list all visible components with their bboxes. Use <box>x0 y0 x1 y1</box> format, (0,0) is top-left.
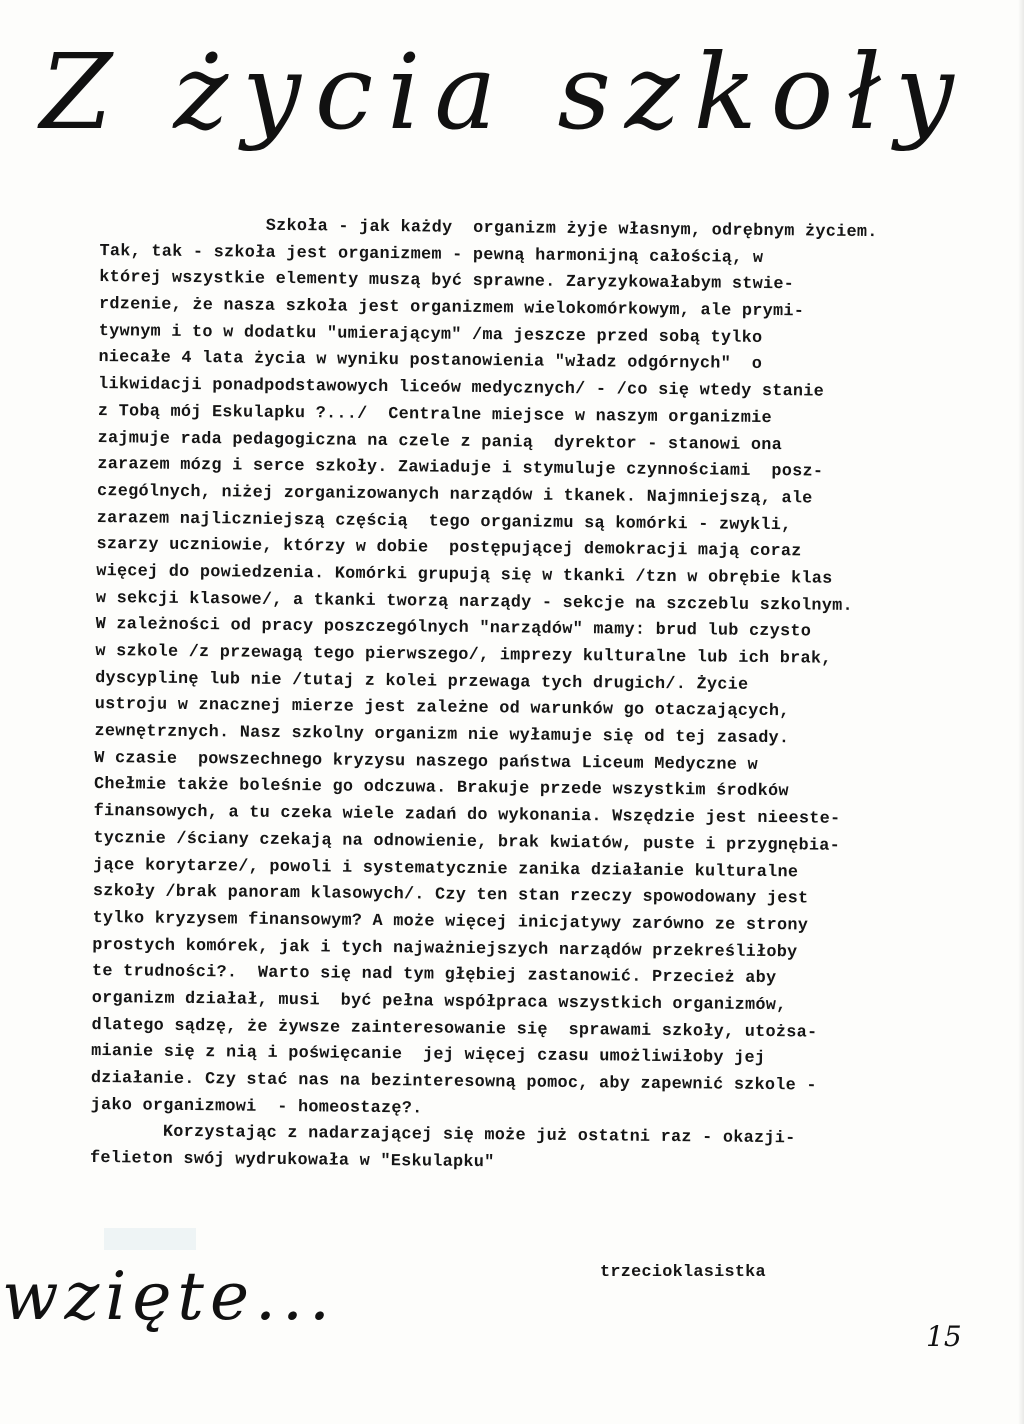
body-line: prostych komórek, jak i tych najważniejszych narządów przekreśliłoby <box>92 935 798 962</box>
article-body <box>90 212 980 1182</box>
author-signature: trzecioklasistka <box>600 1263 766 1282</box>
body-line: zarazem najliczniejszą częścią tego organizmu są komórki - zwykli, <box>96 508 792 535</box>
faded-stamp <box>104 1228 196 1250</box>
body-line: ustroju w znacznej mierze jest zależne od warunków go otaczających, <box>94 695 790 722</box>
body-line: likwidacji ponadpodstawowych liceów medycznych/ - /co się wtedy stanie <box>98 375 825 402</box>
body-line: dlatego sądzę, że żywsze zainteresowanie się sprawami szkoły, utożsa- <box>91 1015 818 1043</box>
body-line: tycznie /ściany czekają na odnowienie, brak kwiatów, puste i przygnębia- <box>93 828 841 856</box>
body-line: więcej do powiedzenia. Komórki grupują się w tkanki /tzn w obrębie klas <box>96 561 833 589</box>
page-number: 15 <box>926 1320 962 1353</box>
body-line: szarzy uczniowie, którzy w dobie postępującej demokracji mają coraz <box>96 535 802 562</box>
body-line: W czasie powszechnego kryzysu naszego państwa Liceum Medyczne w <box>94 748 759 775</box>
body-line: jako organizmowi - homeostazę?. <box>90 1095 423 1119</box>
body-line: rdzenie, że nasza szkoła jest organizmem wielokomórkowym, ale prymi- <box>98 295 805 322</box>
body-line: niecałe 4 lata życia w wyniku postanowienia "władz odgórnych" o <box>98 348 763 375</box>
body-line: zajmuje rada pedagogiczna na czele z panią dyrektor - stanowi ona <box>97 428 783 455</box>
scan-edge-shadow <box>1018 0 1024 1424</box>
body-line: szkoły /brak panoram klasowych/. Czy ten stan rzeczy spowodowany jest <box>92 882 809 909</box>
page-title: Z życia szkoły <box>40 31 968 153</box>
body-line: organizm działał, musi być pełna współpraca wszystkich organizmów, <box>91 988 787 1016</box>
body-line: w sekcji klasowe/, a tkanki tworzą narządy - sekcje na szczeblu szkolnym. <box>95 588 854 616</box>
body-line: której wszystkie elementy muszą być sprawne. Zaryzykowałabym stwie- <box>99 268 795 295</box>
body-line: z Tobą mój Eskulapku ?.../ Centralne miejsce w naszym organizmie <box>97 401 773 428</box>
body-line: finansowych, a tu czeka wiele zadań do wykonania. Wszędzie jest nieeste- <box>93 802 841 829</box>
body-line: Chełmie także boleśnie go odczuwa. Brakuje przede wszystkim środków <box>93 775 789 802</box>
body-line: felieton swój wydrukowała w "Eskulapku" <box>89 1149 495 1173</box>
body-line: tylko kryzysem finansowym? A może więcej inicjatywy zarówno ze strony <box>92 908 809 936</box>
body-line: te trudności?. Warto się nad tym głębiej zastanowić. Przecież aby <box>91 962 777 989</box>
body-line: w szkole /z przewagą tego pierwszego/, imprezy kulturalne lub ich brak, <box>95 641 832 669</box>
body-line: dyscyplinę lub nie /tutaj z kolei przewaga tych drugich/. Życie <box>95 668 749 695</box>
body-line: Szkoła - jak każdy organizm żyje własnym, odrębnym życiem. <box>99 214 878 243</box>
body-line: czególnych, niżej zorganizowanych narządów i tkanek. Najmniejszą, ale <box>96 481 813 509</box>
body-line: Korzystając z nadarzającej się może już ostatni raz - okazji- <box>90 1122 796 1149</box>
handwritten-note: wzięte... <box>2 1258 336 1335</box>
body-line: tywnym i to w dodatku "umierającym" /ma jeszcze przed sobą tylko <box>98 321 763 348</box>
body-line: zewnętrznych. Nasz szkolny organizm nie wyłamuje się od tej zasady. <box>94 722 790 749</box>
body-line: zarazem mózg i serce szkoły. Zawiaduje i stymuluje czynnościami posz- <box>97 455 824 482</box>
body-line: W zależności od pracy poszczególnych "narządów" mamy: brud lub czysto <box>95 615 812 642</box>
body-line: działanie. Czy stać nas na bezinteresowną pomoc, aby zapewnić szkole - <box>90 1068 817 1096</box>
body-line: Tak, tak - szkoła jest organizmem - pewną harmonijną całością, w <box>99 241 764 268</box>
body-line: jące korytarze/, powoli i systematycznie zanika działanie kulturalne <box>93 855 799 882</box>
body-line: mianie się z nią i poświęcanie jej więcej czasu umożliwiłoby jej <box>91 1042 766 1069</box>
